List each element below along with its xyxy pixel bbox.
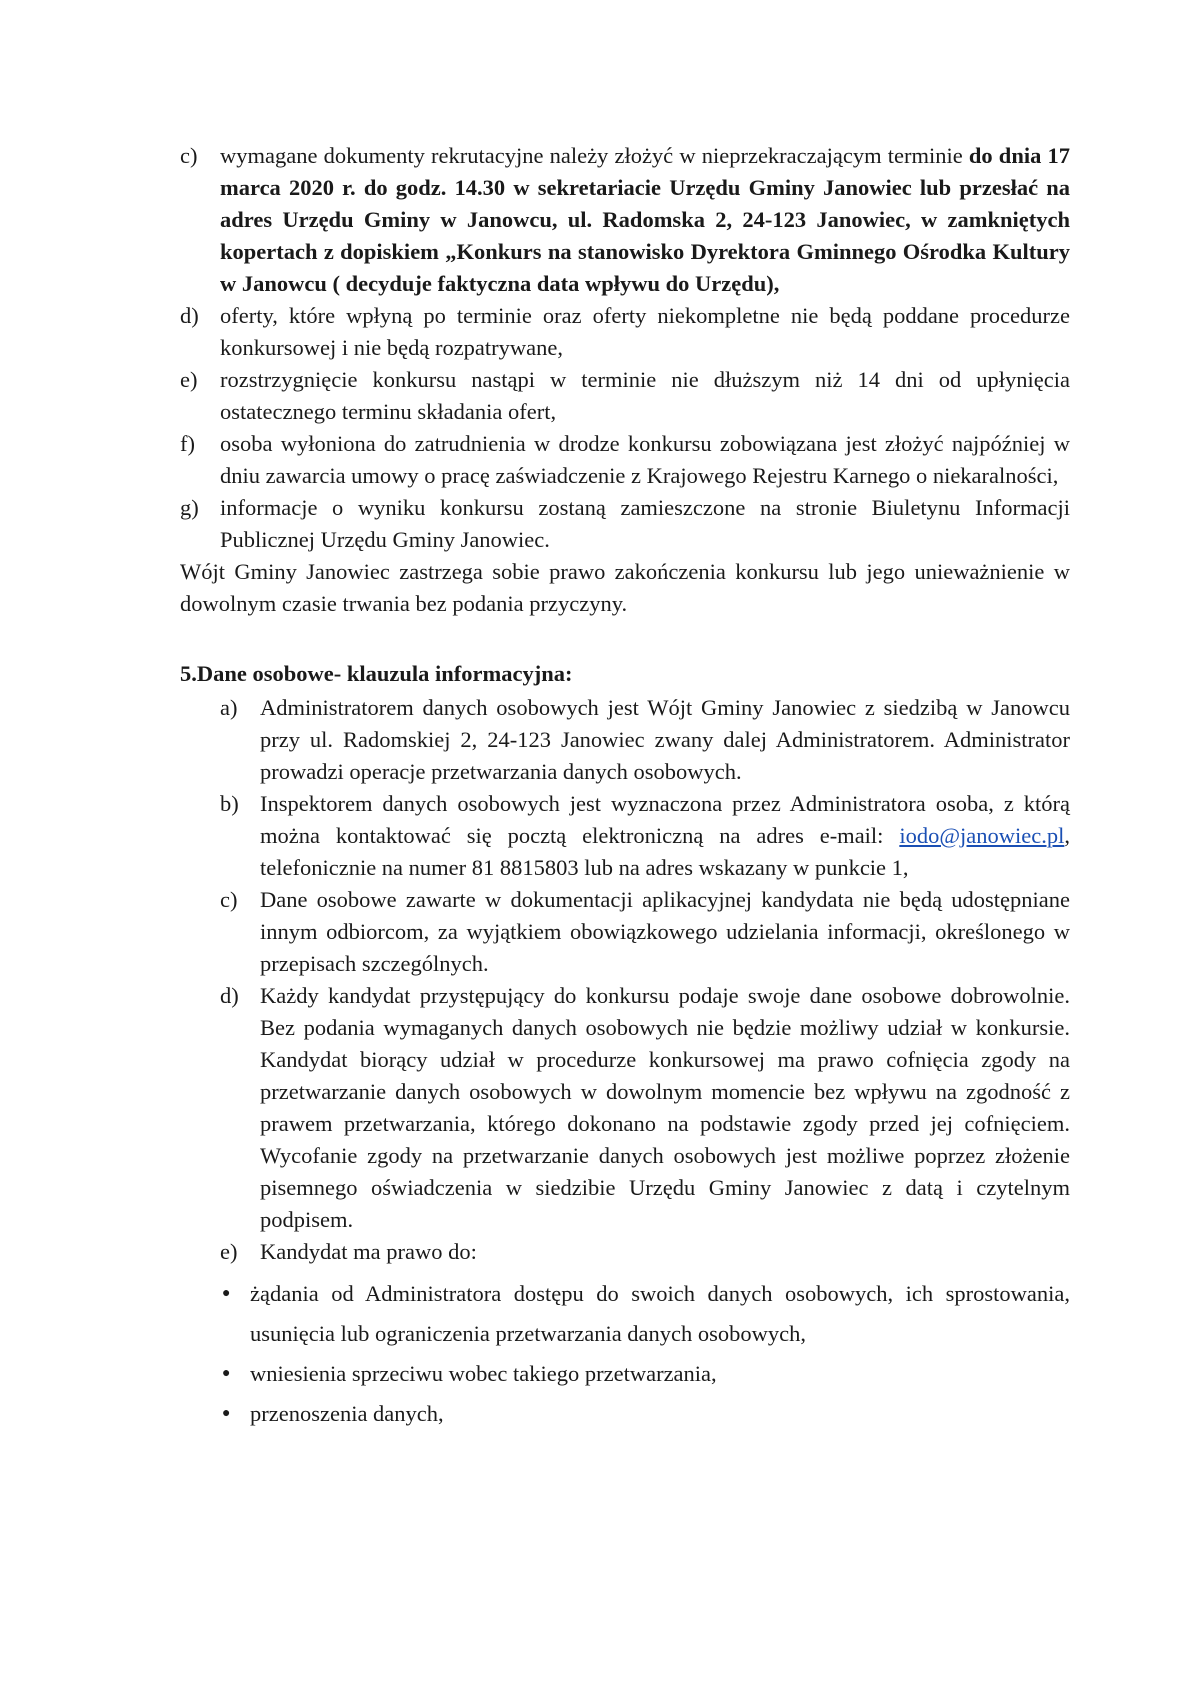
bullet-dot-icon: ●: [222, 1406, 231, 1421]
item-c-bold-text: do dnia 17 marca 2020 r. do godz. 14.30 w sekretariacie Urzędu Gminy Janowiec lub przesłać na adres Urzędu Gminy w Janowcu, ul. Radomska 2, 24-123 Janowiec, w zamkniętych kopertach z dopiskiem „Konkurs na stanowisko Dyrektora Gminnego Ośrodka Kultury w Janowcu ( decyduje faktyczna data wpływu do Urzędu),: [220, 143, 1070, 296]
bullet-item: [222, 1394, 1070, 1434]
list-item-f: [180, 428, 1070, 492]
document-body: [180, 140, 1070, 1434]
section5-item-b: [220, 788, 1070, 884]
section5-b-text: Inspektorem danych osobowych jest wyznaczona przez Administratora osoba, z którą można kontaktować się pocztą elektroniczną na adres e-mail:: [260, 791, 1070, 848]
section5-item-c: [220, 884, 1070, 980]
list-item-c: [180, 140, 1070, 300]
bullet-text: wniesienia sprzeciwu wobec takiego przetwarzania,: [250, 1361, 717, 1386]
list-marker: e): [220, 1239, 238, 1264]
list-item-g: [180, 492, 1070, 556]
list-marker: b): [220, 791, 239, 816]
bullet-text: przenoszenia danych,: [250, 1401, 444, 1426]
list-marker: g): [180, 495, 199, 520]
item-c-text: wymagane dokumenty rekrutacyjne należy złożyć w nieprzekraczającym terminie: [220, 143, 963, 168]
list-item-d: [180, 300, 1070, 364]
section5-d-text: Każdy kandydat przystępujący do konkursu podaje swoje dane osobowe dobrowolnie. Bez podania wymaganych danych osobowych nie będzie możliwy udział w konkursie. Kandydat biorący udział w procedurze konkursowej ma prawo cofnięcia zgody na przetwarzanie danych osobowych w dowolnym momencie bez wpływu na zgodność z prawem przetwarzania, którego dokonano na podstawie zgody przed jej cofnięciem. Wycofanie zgody na przetwarzanie danych osobowych jest możliwe poprzez złożenie pisemnego oświadczenia w siedzibie Urzędu Gminy Janowiec z datą i czytelnym podpisem.: [260, 983, 1070, 1232]
email-link[interactable]: iodo@janowiec.pl: [899, 823, 1065, 848]
bullet-item: [222, 1274, 1070, 1354]
list-marker: c): [220, 887, 238, 912]
section5-e-text: Kandydat ma prawo do:: [260, 1239, 477, 1264]
list-marker: f): [180, 431, 195, 456]
bullet-text: żądania od Administratora dostępu do swoich danych osobowych, ich sprostowania, usunięcia lub ograniczenia przetwarzania danych osobowych,: [250, 1281, 1070, 1346]
list-item-e: [180, 364, 1070, 428]
section5-item-d: [220, 980, 1070, 1236]
list-marker: a): [220, 695, 238, 720]
rights-bullet-list: [222, 1274, 1070, 1434]
section5-item-e: [220, 1236, 1070, 1268]
section5-c-text: Dane osobowe zawarte w dokumentacji aplikacyjnej kandydata nie będą udostępniane innym odbiorcom, za wyjątkiem obowiązkowego udzielania informacji, określonego w przepisach szczególnych.: [260, 887, 1070, 976]
list-marker: d): [220, 983, 239, 1008]
list-marker: c): [180, 143, 198, 168]
bullet-dot-icon: ●: [222, 1366, 231, 1381]
section5-a-text: Administratorem danych osobowych jest Wójt Gminy Janowiec z siedzibą w Janowcu przy ul. Radomskiej 2, 24-123 Janowiec zwany dalej Administratorem. Administrator prowadzi operacje przetwarzania danych osobowych.: [260, 695, 1070, 784]
bullet-dot-icon: ●: [222, 1286, 231, 1301]
item-f-text: osoba wyłoniona do zatrudnienia w drodze konkursu zobowiązana jest złożyć najpóźniej w dniu zawarcia umowy o pracę zaświadczenie z Krajowego Rejestru Karnego o niekaralności,: [220, 431, 1070, 488]
item-d-text: oferty, które wpłyną po terminie oraz oferty niekompletne nie będą poddane procedurze konkursowej i nie będą rozpatrywane,: [220, 303, 1070, 360]
section5-list: [220, 692, 1070, 1268]
list-marker: d): [180, 303, 199, 328]
item-g-text: informacje o wyniku konkursu zostaną zamieszczone na stronie Biuletynu Informacji Publicznej Urzędu Gminy Janowiec.: [220, 495, 1070, 552]
section5-b-text-after: , telefonicznie na numer 81 8815803 lub na adres wskazany w punkcie 1,: [260, 823, 1071, 880]
bullet-item: [222, 1354, 1070, 1394]
closing-paragraph: Wójt Gminy Janowiec zastrzega sobie prawo zakończenia konkursu lub jego unieważnienie w dowolnym czasie trwania bez podania przyczyny.: [180, 559, 1070, 616]
section-title: 5.Dane osobowe- klauzula informacyjna:: [180, 661, 573, 686]
section5-item-a: [220, 692, 1070, 788]
item-e-text: rozstrzygnięcie konkursu nastąpi w terminie nie dłuższym niż 14 dni od upłynięcia ostatecznego terminu składania ofert,: [220, 367, 1070, 424]
list-marker: e): [180, 367, 198, 392]
